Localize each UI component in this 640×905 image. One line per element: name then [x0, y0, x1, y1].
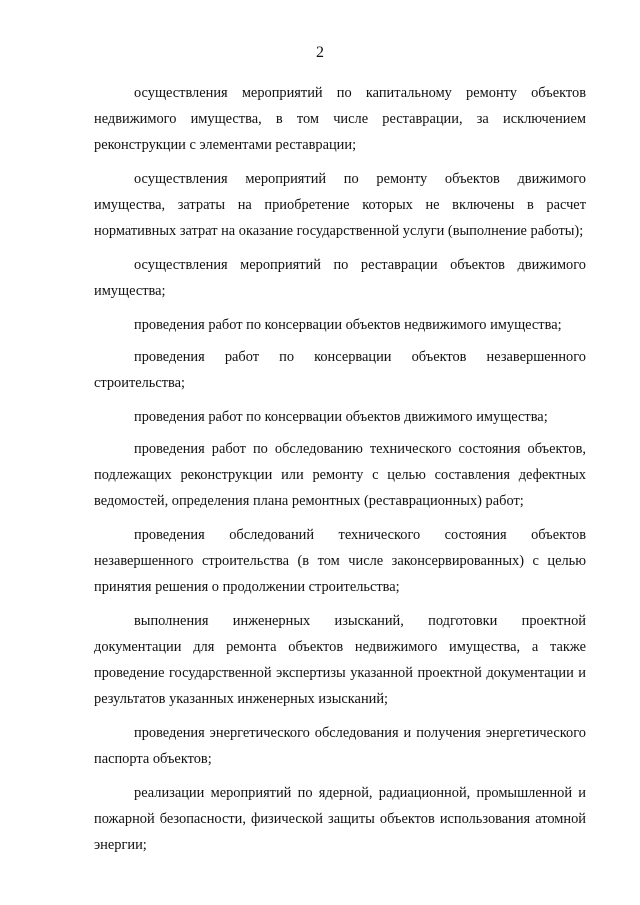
paragraph-3: осуществления мероприятий по реставрации объектов движимого имущества; [94, 257, 586, 299]
paragraph-11: реализации мероприятий по ядерной, радиационной, промышленной и пожарной безопасности, физической защиты объектов использования атомной энергии; [94, 785, 586, 853]
paragraph-1: осуществления мероприятий по капитальному ремонту объектов недвижимого имущества, в том числе реставрации, за исключением реконструкции с элементами реставрации; [94, 85, 586, 153]
paragraph-9: выполнения инженерных изысканий, подготовки проектной документации для ремонта объектов недвижимого имущества, а также проведение государственной экспертизы указанной проектной документации и результатов указанных инженерных изысканий; [94, 613, 586, 707]
document-body [94, 80, 586, 866]
paragraph-4: проведения работ по консервации объектов недвижимого имущества; [134, 317, 562, 333]
paragraph-7: проведения работ по обследованию технического состояния объектов, подлежащих реконструкции или ремонту с целью составления дефектных ведомостей, определения плана ремонтных (реставрационных) работ; [94, 441, 586, 509]
paragraph-8: проведения обследований технического состояния объектов незавершенного строительства (в том числе законсервированных) с целью принятия решения о продолжении строительства; [94, 527, 586, 595]
paragraph-2: осуществления мероприятий по ремонту объектов движимого имущества, затраты на приобретение которых не включены в расчет нормативных затрат на оказание государственной услуги (выполнение работы); [94, 171, 586, 239]
page-number: 2 [316, 44, 324, 61]
paragraph-6: проведения работ по консервации объектов движимого имущества; [134, 409, 548, 425]
paragraph-10: проведения энергетического обследования и получения энергетического паспорта объектов; [94, 725, 586, 767]
paragraph-5: проведения работ по консервации объектов незавершенного строительства; [94, 349, 586, 391]
